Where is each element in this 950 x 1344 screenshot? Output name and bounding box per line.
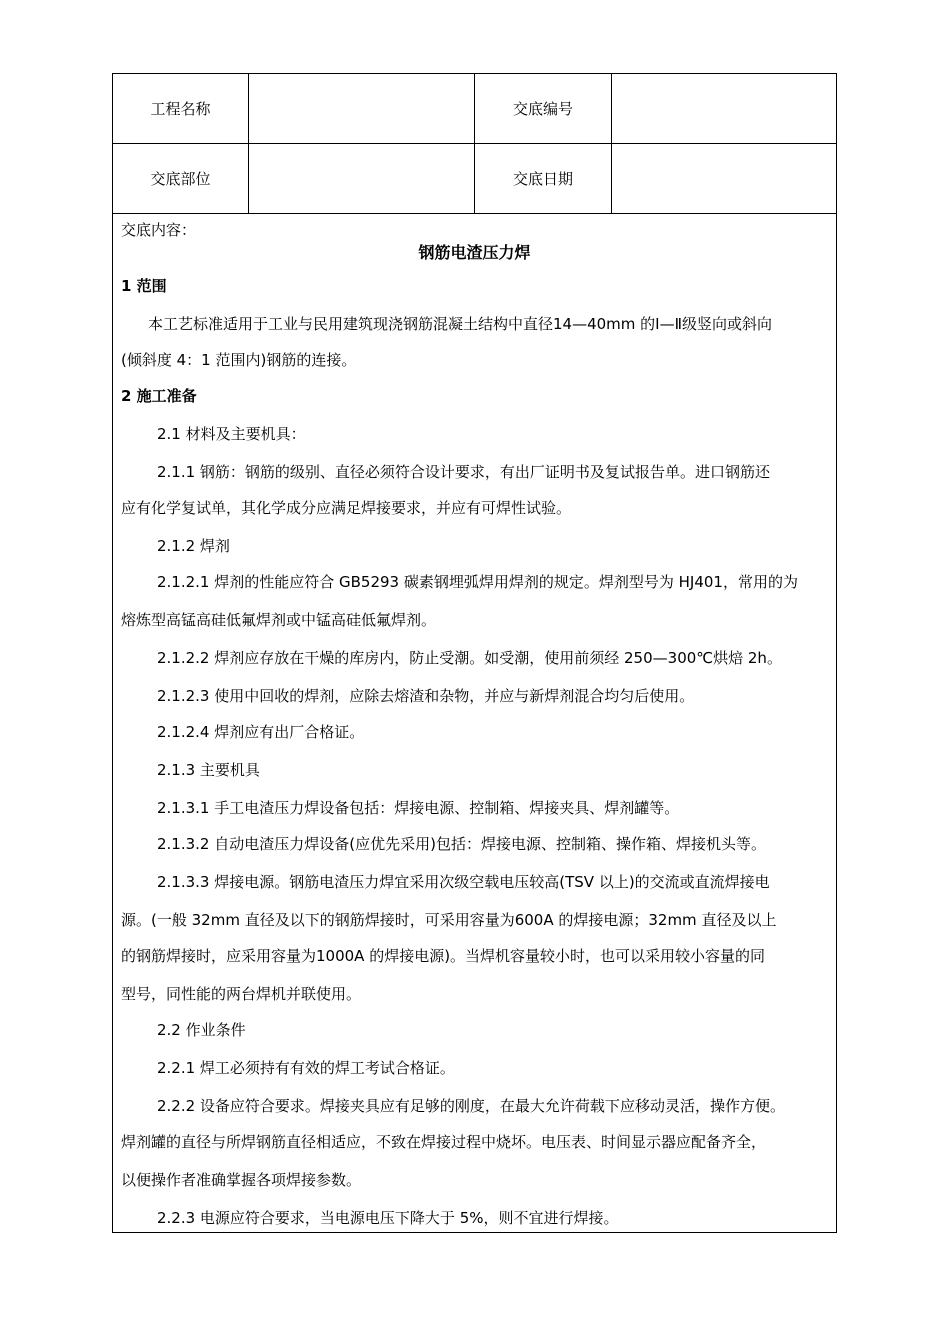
paragraph-line: 2.2 作业条件 xyxy=(157,1021,246,1039)
paragraph-line: 以便操作者准确掌握各项焊接参数。 xyxy=(121,1171,362,1189)
paragraph-line: 的钢筋焊接时，应采用容量为1000A 的焊接电源)。当焊机容量较小时，也可以采用较小容量的同 xyxy=(121,947,766,965)
paragraph-line: 2.1.3.2 自动电渣压力焊设备(应优先采用)包括：焊接电源、控制箱、操作箱、焊接机头等。 xyxy=(157,835,766,853)
paragraph-line: 2.1 材料及主要机具： xyxy=(157,425,306,443)
project-name-value xyxy=(249,74,475,143)
header-row-2 xyxy=(113,144,836,214)
paragraph-line: 2.2.1 焊工必须持有有效的焊工考试合格证。 xyxy=(157,1059,455,1077)
disclosure-number-value xyxy=(612,74,836,143)
paragraph-line: 应有化学复试单，其化学成分应满足焊接要求，并应有可焊性试验。 xyxy=(121,499,572,517)
disclosure-location-label: 交底部位 xyxy=(113,144,249,213)
paragraph-line: 本工艺标准适用于工业与民用建筑现浇钢筋混凝土结构中直径14—40mm 的Ⅰ—Ⅱ级竖向或斜向 xyxy=(148,315,772,333)
paragraph-line: 型号，同性能的两台焊机并联使用。 xyxy=(121,985,362,1003)
disclosure-location-value xyxy=(249,144,475,213)
header-row-1 xyxy=(113,74,836,144)
project-name-label: 工程名称 xyxy=(113,74,249,143)
section-heading: 1 范围 xyxy=(121,277,167,295)
paragraph-line: 2.2.3 电源应符合要求，当电源电压下降大于 5%，则不宜进行焊接。 xyxy=(157,1209,619,1227)
paragraph-line: 源。(一般 32mm 直径及以下的钢筋焊接时，可采用容量为600A 的焊接电源；32mm 直径及以上 xyxy=(121,911,777,929)
paragraph-line: 熔炼型高锰高硅低氟焊剂或中锰高硅低氟焊剂。 xyxy=(121,611,437,629)
disclosure-date-value xyxy=(612,144,836,213)
paragraph-line: 2.1.2.2 焊剂应存放在干燥的库房内，防止受潮。如受潮，使用前须经 250—300℃烘焙 2h。 xyxy=(157,649,782,667)
paragraph-line: 2.2.2 设备应符合要求。焊接夹具应有足够的刚度，在最大允许荷载下应移动灵活，操作方便。 xyxy=(157,1097,785,1115)
paragraph-line: (倾斜度 4：1 范围内)钢筋的连接。 xyxy=(121,351,357,369)
paragraph-line: 焊剂罐的直径与所焊钢筋直径相适应，不致在焊接过程中烧坏。电压表、时间显示器应配备齐全， xyxy=(121,1133,767,1151)
document-title: 钢筋电渣压力焊 xyxy=(418,243,531,262)
paragraph-line: 2.1.1 钢筋：钢筋的级别、直径必须符合设计要求，有出厂证明书及复试报告单。进口钢筋还 xyxy=(157,463,770,481)
paragraph-line: 2.1.2 焊剂 xyxy=(157,537,230,555)
paragraph-line: 2.1.2.1 焊剂的性能应符合 GB5293 碳素钢埋弧焊用焊剂的规定。焊剂型号为 HJ401，常用的为 xyxy=(157,573,798,591)
paragraph-line: 2.1.2.4 焊剂应有出厂合格证。 xyxy=(157,723,365,741)
paragraph-line: 2.1.3.1 手工电渣压力焊设备包括：焊接电源、控制箱、焊接夹具、焊剂罐等。 xyxy=(157,799,680,817)
paragraph-line: 2.1.3 主要机具 xyxy=(157,761,260,779)
content-intro-label: 交底内容： xyxy=(121,221,197,239)
paragraph-line: 2.1.2.3 使用中回收的焊剂，应除去熔渣和杂物，并应与新焊剂混合均匀后使用。 xyxy=(157,687,695,705)
paragraph-line: 2.1.3.3 焊接电源。钢筋电渣压力焊宜采用次级空载电压较高(TSV 以上)的交流或直流焊接电 xyxy=(157,873,770,891)
disclosure-date-label: 交底日期 xyxy=(475,144,612,213)
section-heading: 2 施工准备 xyxy=(121,387,197,405)
document-frame xyxy=(112,73,837,1233)
disclosure-number-label: 交底编号 xyxy=(475,74,612,143)
